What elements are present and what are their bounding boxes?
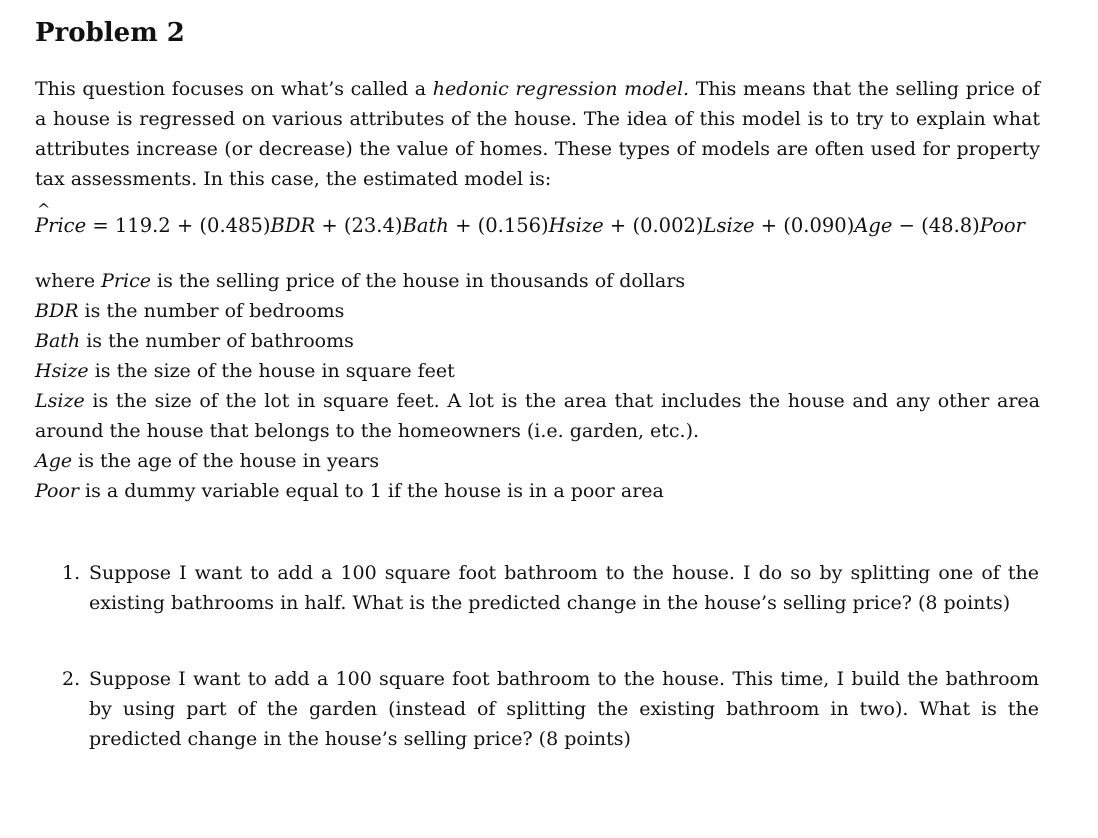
- intro-term: hedonic regression model.: [432, 78, 690, 100]
- question-number: 1.: [62, 562, 81, 584]
- definition-var: Price: [101, 270, 151, 292]
- equation-var-poor: Poor: [979, 214, 1025, 237]
- intro-text-end: This means that the selling price of a house is regressed on various attributes of the house. The idea of this model is to try to explain what attributes increase (or decrease) the value of homes. These types of models are often used for property tax assessments. In this case, the estimated model is:: [35, 78, 1040, 190]
- question-text: Suppose I want to add a 100 square foot bathroom to the house. This time, I build the bathroom by using part of the garden (instead of splitting the existing bathroom in two). What is the predicted change in the house’s selling price? (8 points): [89, 668, 1039, 750]
- definition-text: is the selling price of the house in thousands of dollars: [150, 270, 686, 292]
- regression-equation: [35, 200, 1025, 237]
- definition-text: is the age of the house in years: [72, 450, 380, 472]
- equation-lhs-var: Price: [35, 214, 87, 237]
- definition-var: Hsize: [35, 360, 89, 382]
- intro-text-start: This question focuses on what’s called a: [35, 78, 433, 100]
- definition-text: is the number of bedrooms: [78, 300, 345, 322]
- equation-coef-lsize: + (0.002): [603, 214, 704, 237]
- equation-coef-hsize: + (0.156): [448, 214, 549, 237]
- intro-paragraph: [35, 74, 1040, 194]
- definition-text: is the size of the lot in square feet. A lot is the area that includes the house and any other area around the house that belongs to the homeowners (i.e. garden, etc.).: [35, 390, 1040, 442]
- equation-var-hsize: Hsize: [548, 214, 604, 237]
- definition-text: is the number of bathrooms: [80, 330, 354, 352]
- definition-var: Poor: [35, 480, 79, 502]
- definition-row: [35, 266, 1040, 296]
- definition-var: Bath: [35, 330, 81, 352]
- question-number: 2.: [62, 668, 81, 690]
- equation-coef-bath: + (23.4): [315, 214, 403, 237]
- equation-var-bdr: BDR: [270, 214, 316, 237]
- definition-row: [35, 356, 1040, 386]
- definition-lead: where: [35, 270, 102, 292]
- definition-var: Age: [35, 450, 73, 472]
- definition-row: [35, 476, 1040, 506]
- definition-text: is a dummy variable equal to 1 if the house is in a poor area: [78, 480, 664, 502]
- hat-accent: ^: [37, 200, 51, 219]
- variable-definitions: [35, 266, 1040, 506]
- definition-row: [35, 296, 1040, 326]
- question-text: Suppose I want to add a 100 square foot bathroom to the house. I do so by splitting one of the existing bathrooms in half. What is the predicted change in the house’s selling price? (8 points): [89, 562, 1039, 614]
- equation-coef-age: + (0.090): [754, 214, 855, 237]
- equation-var-bath: Bath: [402, 214, 449, 237]
- equation-var-lsize: Lsize: [703, 214, 755, 237]
- equation-lhs: [35, 200, 87, 237]
- equation-var-age: Age: [854, 214, 893, 237]
- definition-var: Lsize: [35, 390, 85, 412]
- definition-var: BDR: [35, 300, 79, 322]
- definition-row: [35, 446, 1040, 476]
- definition-row: [35, 386, 1040, 446]
- definition-row: [35, 326, 1040, 356]
- equation-coef-poor: − (48.8): [892, 214, 980, 237]
- question-item: [62, 664, 1039, 754]
- problem-title: Problem 2: [35, 18, 185, 48]
- question-item: [62, 558, 1039, 618]
- definition-text: is the size of the house in square feet: [88, 360, 455, 382]
- question-list: [62, 558, 1039, 754]
- equation-intercept: = 119.2 + (0.485): [86, 214, 271, 237]
